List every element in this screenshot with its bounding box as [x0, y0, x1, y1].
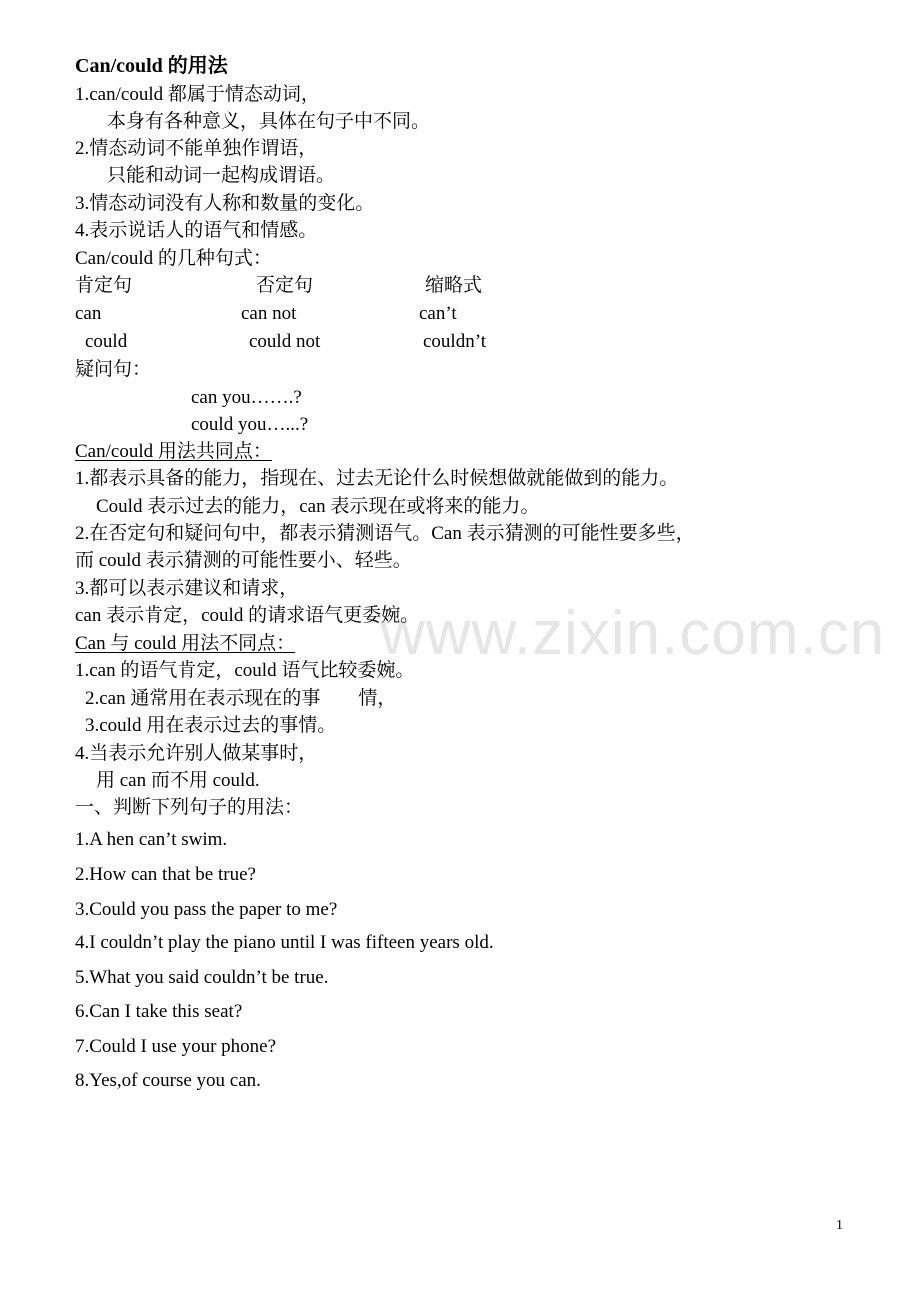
exercise-item: 2.How can that be true? [75, 864, 256, 885]
form-row1-short: can’t [419, 303, 457, 324]
col-short: 缩略式 [425, 275, 483, 296]
common-point-2-cont: 而 could 表示猜测的可能性要小、轻些。 [75, 550, 412, 571]
question-example-2: could you…...? [191, 414, 309, 435]
intro-point-1: 1.can/could 都属于情态动词， [75, 84, 320, 105]
different-point-4: 4.当表示允许别人做某事时， [75, 743, 318, 764]
common-point-2: 2.在否定句和疑问句中，都表示猜测语气。Can 表示猜测的可能性要多些， [75, 523, 695, 544]
common-point-1: 1.都表示具备的能力，指现在、过去无论什么时候想做就能做到的能力。 [75, 468, 679, 489]
col-affirmative: 肯定句 [75, 275, 133, 296]
forms-heading: Can/could 的几种句式： [75, 248, 272, 269]
col-negative: 否定句 [256, 275, 314, 296]
form-row1-negative: can not [241, 303, 297, 324]
exercise-heading: 一、判断下列句子的用法： [75, 797, 304, 818]
intro-point-2-cont: 只能和动词一起构成谓语。 [107, 165, 336, 186]
common-heading: Can/could 用法共同点： [75, 441, 272, 462]
form-row1-affirmative: can [75, 303, 102, 324]
common-point-3-cont: can 表示肯定，could 的请求语气更委婉。 [75, 605, 420, 626]
exercise-item: 1.A hen can’t swim. [75, 829, 228, 850]
intro-point-2: 2.情态动词不能单独作谓语， [75, 138, 318, 159]
intro-point-3: 3.情态动词没有人称和数量的变化。 [75, 193, 375, 214]
exercise-item: 5.What you said couldn’t be true. [75, 967, 329, 988]
exercise-item: 3.Could you pass the paper to me? [75, 899, 338, 920]
intro-point-1-cont: 本身有各种意义，具体在句子中不同。 [107, 111, 431, 132]
common-point-3: 3.都可以表示建议和请求， [75, 578, 299, 599]
exercise-item: 6.Can I take this seat? [75, 1001, 243, 1022]
different-point-1: 1.can 的语气肯定，could 语气比较委婉。 [75, 660, 415, 681]
exercise-item: 8.Yes,of course you can. [75, 1070, 261, 1091]
form-row2-affirmative: could [85, 331, 128, 352]
page-number: 1 [836, 1218, 843, 1233]
question-label: 疑问句： [75, 359, 152, 380]
common-point-1-cont: Could 表示过去的能力，can 表示现在或将来的能力。 [96, 496, 540, 517]
question-example-1: can you…….? [191, 387, 302, 408]
form-row2-negative: could not [249, 331, 321, 352]
exercise-item: 7.Could I use your phone? [75, 1036, 277, 1057]
exercise-item: 4.I couldn’t play the piano until I was fifteen years old. [75, 932, 494, 953]
form-row2-short: couldn’t [423, 331, 486, 352]
page-title: Can/could 的用法 [75, 55, 228, 77]
different-point-4-cont: 用 can 而不用 could. [96, 770, 260, 791]
different-point-2: 2.can 通常用在表示现在的事 情， [85, 688, 397, 709]
different-heading: Can 与 could 用法不同点： [75, 633, 296, 654]
watermark: www.zixin.com.cn [380, 599, 886, 668]
different-point-3: 3.could 用在表示过去的事情。 [85, 715, 337, 736]
intro-point-4: 4.表示说话人的语气和情感。 [75, 220, 318, 241]
